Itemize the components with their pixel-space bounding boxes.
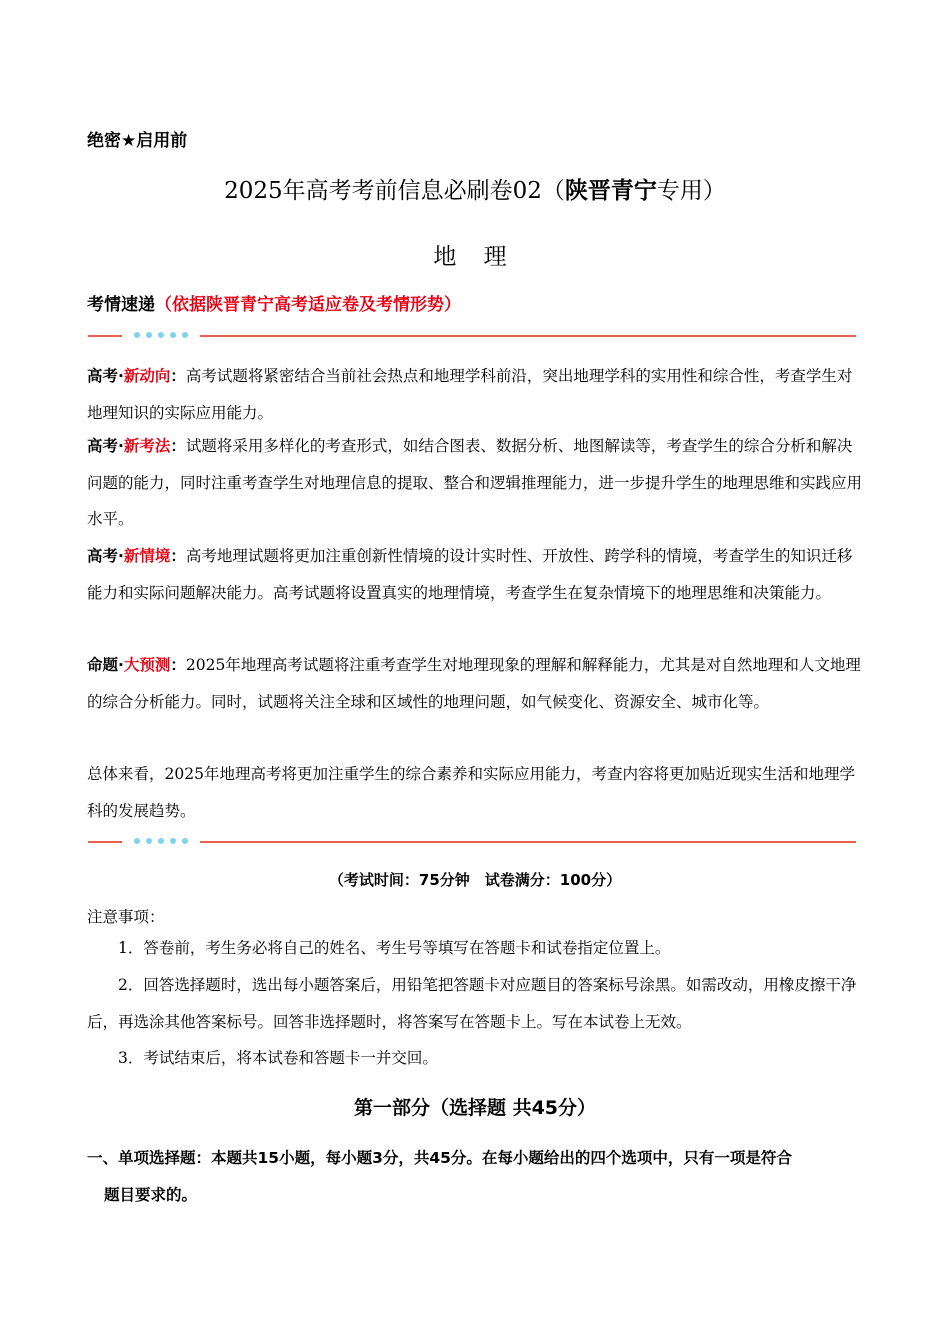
section-colon: ： bbox=[170, 656, 186, 674]
divider-dot bbox=[158, 332, 164, 338]
exam-info: （考试时间：75分钟 试卷满分：100分） bbox=[328, 871, 622, 889]
divider-dot bbox=[134, 332, 140, 338]
divider-dot bbox=[134, 838, 140, 844]
divider-dot bbox=[146, 838, 152, 844]
section-key: 新动向 bbox=[123, 367, 171, 385]
section-colon: ： bbox=[170, 367, 186, 385]
section-prediction bbox=[87, 647, 865, 720]
section-colon: ： bbox=[170, 437, 186, 455]
divider-dot bbox=[182, 838, 188, 844]
divider-line-right bbox=[200, 841, 856, 843]
divider-dot bbox=[170, 838, 176, 844]
section-text: 高考地理试题将更加注重创新性情境的设计实时性、开放性、跨学科的情境，考查学生的知识迁移能力和实际问题解决能力。高考试题将设置真实的地理情境，考查学生在复杂情境下的地理思维和决策能力。 bbox=[87, 547, 853, 602]
summary-paragraph: 总体来看，2025年地理高考将更加注重学生的综合素养和实际应用能力，考查内容将更加贴近现实生活和地理学科的发展趋势。 bbox=[87, 765, 855, 820]
section-prefix: 高考· bbox=[87, 437, 124, 455]
divider-dots bbox=[134, 330, 188, 338]
section-prefix: 高考· bbox=[87, 367, 124, 385]
section-label bbox=[87, 656, 186, 674]
section-new-trend bbox=[87, 358, 865, 431]
divider-top bbox=[88, 330, 856, 342]
note-item: 2．回答选择题时，选出每小题答案后，用铅笔把答题卡对应题目的答案标号涂黑。如需改动，用橡皮擦干净后，再选涂其他答案标号。回答非选择题时，将答案写在答题卡上。写在本试卷上无效。 bbox=[87, 976, 857, 1031]
divider-dot bbox=[170, 332, 176, 338]
confidential-label: 绝密★启用前 bbox=[87, 131, 188, 151]
section-label bbox=[87, 547, 186, 565]
kaoqing-note: （依据陕晋青宁高考适应卷及考情形势） bbox=[155, 295, 461, 315]
section-key: 新情境 bbox=[123, 547, 171, 565]
note-item: 3．考试结束后，将本试卷和答题卡一并交回。 bbox=[118, 1049, 438, 1067]
divider-dots bbox=[134, 836, 188, 844]
part-title: 第一部分（选择题 共45分） bbox=[353, 1097, 597, 1119]
section-key: 新考法 bbox=[123, 437, 171, 455]
divider-dot bbox=[146, 332, 152, 338]
divider-dot bbox=[158, 838, 164, 844]
instructions-line-2: 题目要求的。 bbox=[104, 1186, 198, 1204]
exam-title bbox=[0, 172, 950, 205]
divider-line-left bbox=[88, 335, 122, 337]
section-new-context bbox=[87, 538, 865, 611]
section-new-method bbox=[87, 428, 865, 538]
section-key: 大预测 bbox=[123, 656, 171, 674]
notes-heading: 注意事项： bbox=[87, 908, 165, 926]
divider-line-left bbox=[88, 841, 122, 843]
subject-title: 地 理 bbox=[433, 244, 517, 270]
section-label bbox=[87, 437, 186, 455]
note-item: 1．答卷前，考生务必将自己的姓名、考生号等填写在答题卡和试卷指定位置上。 bbox=[118, 939, 671, 957]
section-label bbox=[87, 367, 186, 385]
divider-bottom bbox=[88, 836, 856, 848]
section-text: 试题将采用多样化的考查形式，如结合图表、数据分析、地图解读等，考查学生的综合分析和解决问题的能力，同时注重考查学生对地理信息的提取、整合和逻辑推理能力，进一步提升学生的地理思维和实践应用水平。 bbox=[87, 437, 863, 528]
kaoqing-heading bbox=[87, 290, 461, 315]
divider-line-right bbox=[200, 335, 856, 337]
section-colon: ： bbox=[170, 547, 186, 565]
section-prefix: 命题· bbox=[87, 656, 124, 674]
title-region: 陕晋青宁 bbox=[564, 178, 657, 204]
section-text: 2025年地理高考试题将注重考查学生对地理现象的理解和解释能力，尤其是对自然地理和人文地理的综合分析能力。同时，试题将关注全球和区域性的地理问题，如气候变化、资源安全、城市化等。 bbox=[87, 656, 861, 711]
instructions-line-1: 一、单项选择题：本题共15小题，每小题3分，共45分。在每小题给出的四个选项中，只有一项是符合 bbox=[87, 1149, 792, 1167]
title-main: 2025年高考考前信息必刷卷02（ bbox=[224, 178, 565, 204]
section-prefix: 高考· bbox=[87, 547, 124, 565]
section-text: 高考试题将紧密结合当前社会热点和地理学科前沿，突出地理学科的实用性和综合性，考查学生对地理知识的实际应用能力。 bbox=[87, 367, 853, 422]
kaoqing-title: 考情速递 bbox=[87, 295, 155, 315]
title-end: 专用） bbox=[656, 178, 726, 204]
divider-dot bbox=[182, 332, 188, 338]
section-instructions bbox=[87, 1140, 863, 1214]
